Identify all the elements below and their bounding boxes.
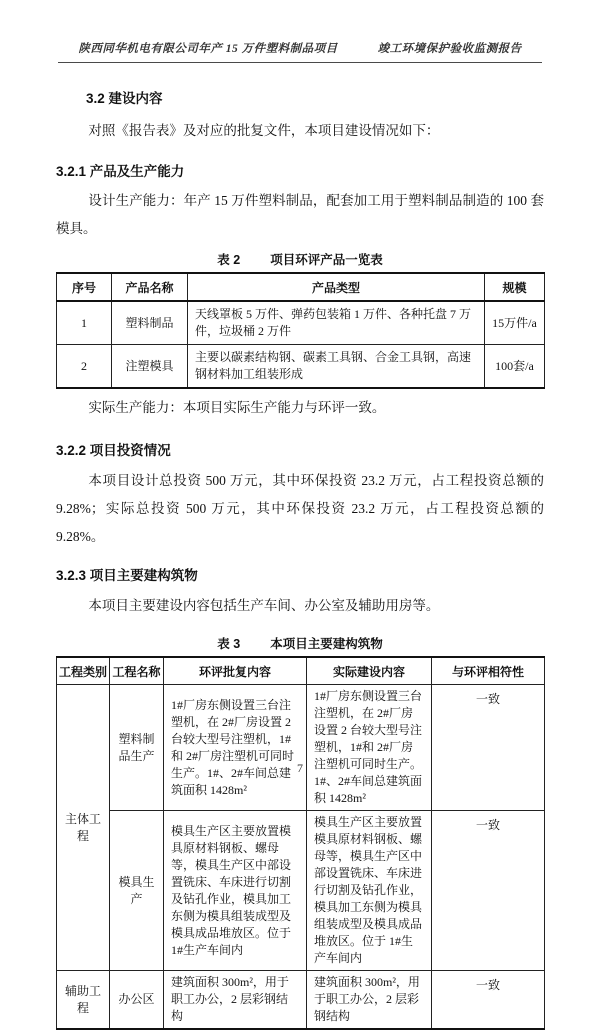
table3-row-mould	[57, 811, 545, 971]
table2-col-no: 序号	[57, 273, 112, 301]
table3-row1-actual: 1#厂房东侧设置三台注塑机，在 2#厂房设置 2 台较大型号注塑机，1#和 2#厂房注塑机可同时生产。1#、2#车间总建筑面积 1428m²	[307, 685, 432, 811]
table3-col-eia: 环评批复内容	[164, 657, 307, 685]
table3-category-auxiliary: 辅助工程	[57, 971, 110, 1030]
table2-col-type: 产品类型	[188, 273, 485, 301]
table2-caption-title: 项目环评产品一览表	[270, 253, 383, 267]
table3-row2-name: 模具生产	[110, 811, 164, 971]
table3-header-row	[57, 657, 545, 685]
table2-header-row	[57, 273, 545, 301]
construction-paragraph: 本项目主要建设内容包括生产车间、办公室及辅助用房等。	[88, 598, 440, 613]
table3-row3-conformity: 一致	[432, 971, 545, 1030]
table2-row2-no: 2	[57, 345, 112, 389]
heading-3-2: 3.2 建设内容	[86, 91, 163, 106]
table3-col-name: 工程名称	[110, 657, 164, 685]
table2-col-name: 产品名称	[112, 273, 188, 301]
table2-col-scale: 规模	[485, 273, 545, 301]
table3-row1-name: 塑料制品生产	[110, 685, 164, 811]
table3-row1-conformity: 一致	[432, 685, 545, 811]
table3-category-main: 主体工程	[57, 685, 110, 971]
heading-3-2-1: 3.2.1 产品及生产能力	[56, 164, 185, 179]
table2-row2-name: 注塑模具	[112, 345, 188, 389]
heading-3-2-2: 3.2.2 项目投资情况	[56, 443, 171, 458]
table3-caption-title: 本项目主要建构筑物	[270, 637, 383, 651]
table3-col-actual: 实际建设内容	[307, 657, 432, 685]
table2-row1-name: 塑料制品	[112, 301, 188, 345]
investment-paragraph: 本项目设计总投资 500 万元，其中环保投资 23.2 万元，占工程投资总额的 9.28%；实际总投资 500 万元，其中环保投资 23.2 万元，占工程投资总额的 9.28%。	[56, 473, 544, 544]
table3-row2-eia: 模具生产区主要放置模具原材料钢板、螺母等，模具生产区中部设置铣床、车床进行切割及钻孔作业，模具加工东侧为模具组装成型及模具成品堆放区。位于 1#生产车间内	[164, 811, 307, 971]
heading-3-2-3: 3.2.3 项目主要建构筑物	[56, 568, 198, 583]
header-rule	[58, 62, 542, 63]
table2-row-1	[57, 301, 545, 345]
table3-row-office	[57, 971, 545, 1030]
table3-caption	[56, 634, 544, 652]
table2-row-2	[57, 345, 545, 389]
header-project-title: 陕西同华机电有限公司年产 15 万件塑料制品项目	[78, 43, 338, 55]
header-report-title: 竣工环境保护验收监测报告	[377, 43, 522, 55]
table2-row1-no: 1	[57, 301, 112, 345]
table3-col-conform: 与环评相符性	[432, 657, 545, 685]
running-header	[56, 40, 544, 56]
table-main-structures	[56, 656, 545, 1030]
table2-row1-scale: 15万件/a	[485, 301, 545, 345]
table3-row3-actual: 建筑面积 300m²，用于职工办公，2 层彩钢结构	[307, 971, 432, 1030]
table3-row3-name: 办公区	[110, 971, 164, 1030]
table2-caption-label: 表 2	[217, 253, 241, 267]
intro-paragraph: 对照《报告表》及对应的批复文件，本项目建设情况如下：	[88, 123, 440, 138]
table2-row2-type: 主要以碳素结构钢、碳素工具钢、合金工具钢，高速钢材料加工组装形成	[188, 345, 485, 389]
table-eia-products	[56, 272, 545, 389]
table2-caption	[56, 250, 544, 268]
table3-row2-actual: 模具生产区主要放置模具原材料钢板、螺母等，模具生产区中部设置铣床、车床进行切割及钻孔作业，模具加工东侧为模具组装成型及模具成品堆放区。位于 1#生产车间内	[307, 811, 432, 971]
table2-row1-type: 天线罩板 5 万件、弹药包装箱 1 万件、各种托盘 7 万件，垃圾桶 2 万件	[188, 301, 485, 345]
actual-capacity-paragraph: 实际生产能力：本项目实际生产能力与环评一致。	[88, 400, 386, 415]
table3-row-plastic	[57, 685, 545, 811]
table2-row2-scale: 100套/a	[485, 345, 545, 389]
table3-col-category: 工程类别	[57, 657, 110, 685]
table3-caption-label: 表 3	[217, 637, 241, 651]
design-capacity-paragraph: 设计生产能力：年产 15 万件塑料制品，配套加工用于塑料制品制造的 100 套模具。	[56, 193, 544, 236]
page-number: 7	[297, 761, 303, 775]
table3-row1-eia: 1#厂房东侧设置三台注塑机，在 2#厂房设置 2 台较大型号注塑机，1#和 2#厂房注塑机可同时生产。1#、2#车间总建筑面积 1428m²	[164, 685, 307, 811]
table3-row2-conformity: 一致	[432, 811, 545, 971]
table3-row3-eia: 建筑面积 300m²，用于职工办公，2 层彩钢结构	[164, 971, 307, 1030]
